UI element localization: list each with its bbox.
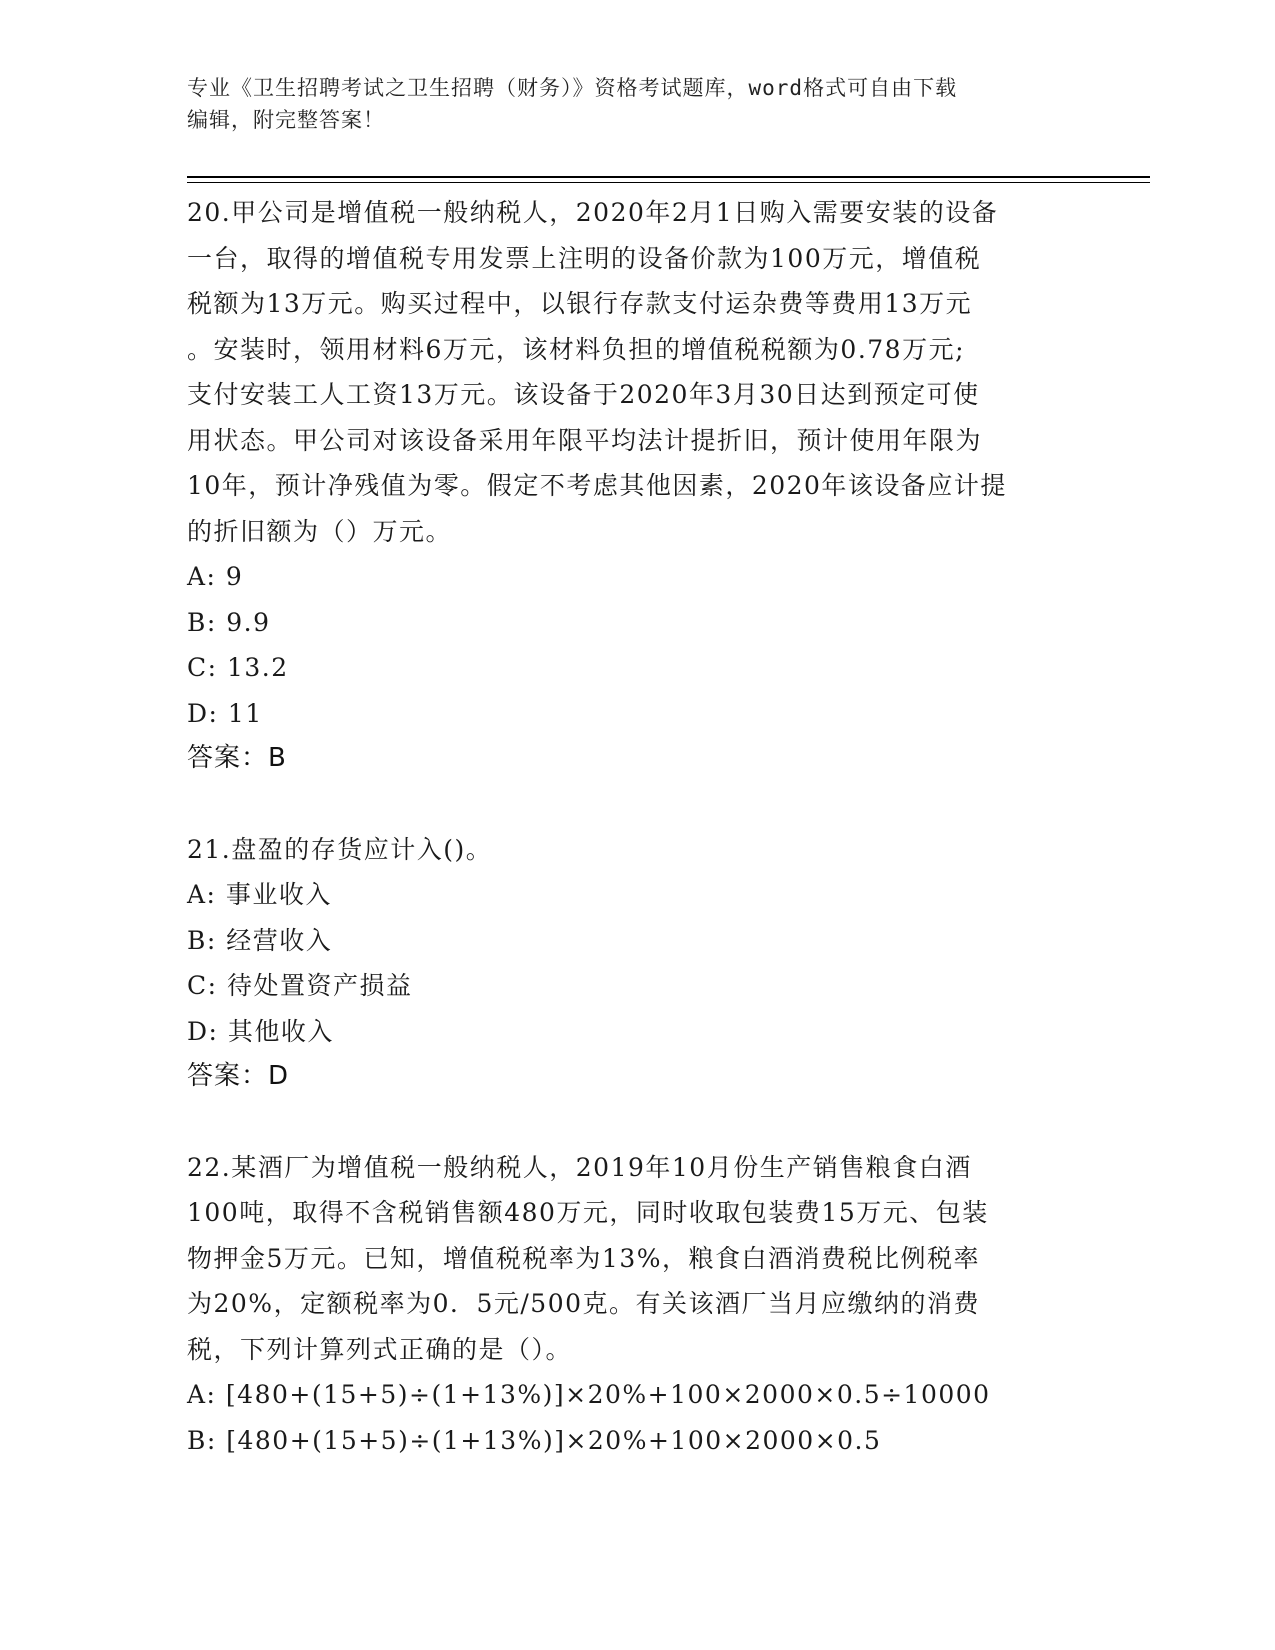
question-stem-line: 为20%，定额税率为0．5元/500克。有关该酒厂当月应缴纳的消费 xyxy=(187,1289,981,1318)
question-stem-line: 税额为13万元。购买过程中，以银行存款支付运杂费等费用13万元 xyxy=(187,289,973,318)
option-b: B: 经营收入 xyxy=(187,925,333,955)
question-20 xyxy=(187,190,1087,782)
question-stem-line: 21.盘盈的存货应计入()。 xyxy=(187,834,493,864)
question-list xyxy=(187,190,1087,1463)
question-stem-line: 100吨，取得不含税销售额480万元，同时收取包装费15万元、包装 xyxy=(187,1198,989,1227)
header-line-2: 编辑，附完整答案！ xyxy=(187,108,385,132)
question-21 xyxy=(187,827,1087,1100)
option-b: B: [480+(15+5)÷(1+13%)]×20%+100×2000×0.5 xyxy=(187,1425,882,1455)
option-b: B: 9.9 xyxy=(187,607,271,637)
answer-label: 答案：B xyxy=(187,743,287,773)
header-divider-thin xyxy=(187,182,1150,183)
option-a: A: 事业收入 xyxy=(187,880,332,909)
option-a: A: [480+(15+5)÷(1+13%)]×20%+100×2000×0.5÷10000 xyxy=(187,1380,991,1409)
header-divider-thick xyxy=(187,176,1150,178)
spacer xyxy=(187,782,1087,827)
question-stem-line: 。安装时，领用材料6万元，该材料负担的增值税税额为0.78万元; xyxy=(187,334,965,364)
answer-label: 答案：D xyxy=(187,1061,290,1091)
option-c: C: 13.2 xyxy=(187,653,289,682)
option-d: D: 其他收入 xyxy=(187,1016,334,1046)
option-c: C: 待处置资产损益 xyxy=(187,971,413,1000)
question-stem-line: 的折旧额为（）万元。 xyxy=(187,516,453,546)
question-stem-line: 支付安装工人工资13万元。该设备于2020年3月30日达到预定可使 xyxy=(187,380,980,409)
option-a: A: 9 xyxy=(187,562,244,591)
question-stem-line: 20.甲公司是增值税一般纳税人，2020年2月1日购入需要安装的设备 xyxy=(187,198,999,227)
question-stem-line: 22.某酒厂为增值税一般纳税人，2019年10月份生产销售粮食白酒 xyxy=(187,1152,972,1182)
question-stem-line: 税，下列计算列式正确的是（）。 xyxy=(187,1334,573,1364)
spacer xyxy=(187,1100,1087,1145)
document-header xyxy=(187,72,1067,136)
question-stem-line: 物押金5万元。已知，增值税税率为13%，粮食白酒消费税比例税率 xyxy=(187,1243,980,1273)
question-stem-line: 用状态。甲公司对该设备采用年限平均法计提折旧，预计使用年限为 xyxy=(187,425,983,455)
question-stem-line: 10年，预计净残值为零。假定不考虑其他因素，2020年该设备应计提 xyxy=(187,471,1007,500)
question-22 xyxy=(187,1145,1087,1464)
header-line-1: 专业《卫生招聘考试之卫生招聘（财务）》资格考试题库，word格式可自由下载 xyxy=(187,76,958,100)
question-stem-line: 一台，取得的增值税专用发票上注明的设备价款为100万元，增值税 xyxy=(187,243,982,273)
option-d: D: 11 xyxy=(187,698,263,728)
